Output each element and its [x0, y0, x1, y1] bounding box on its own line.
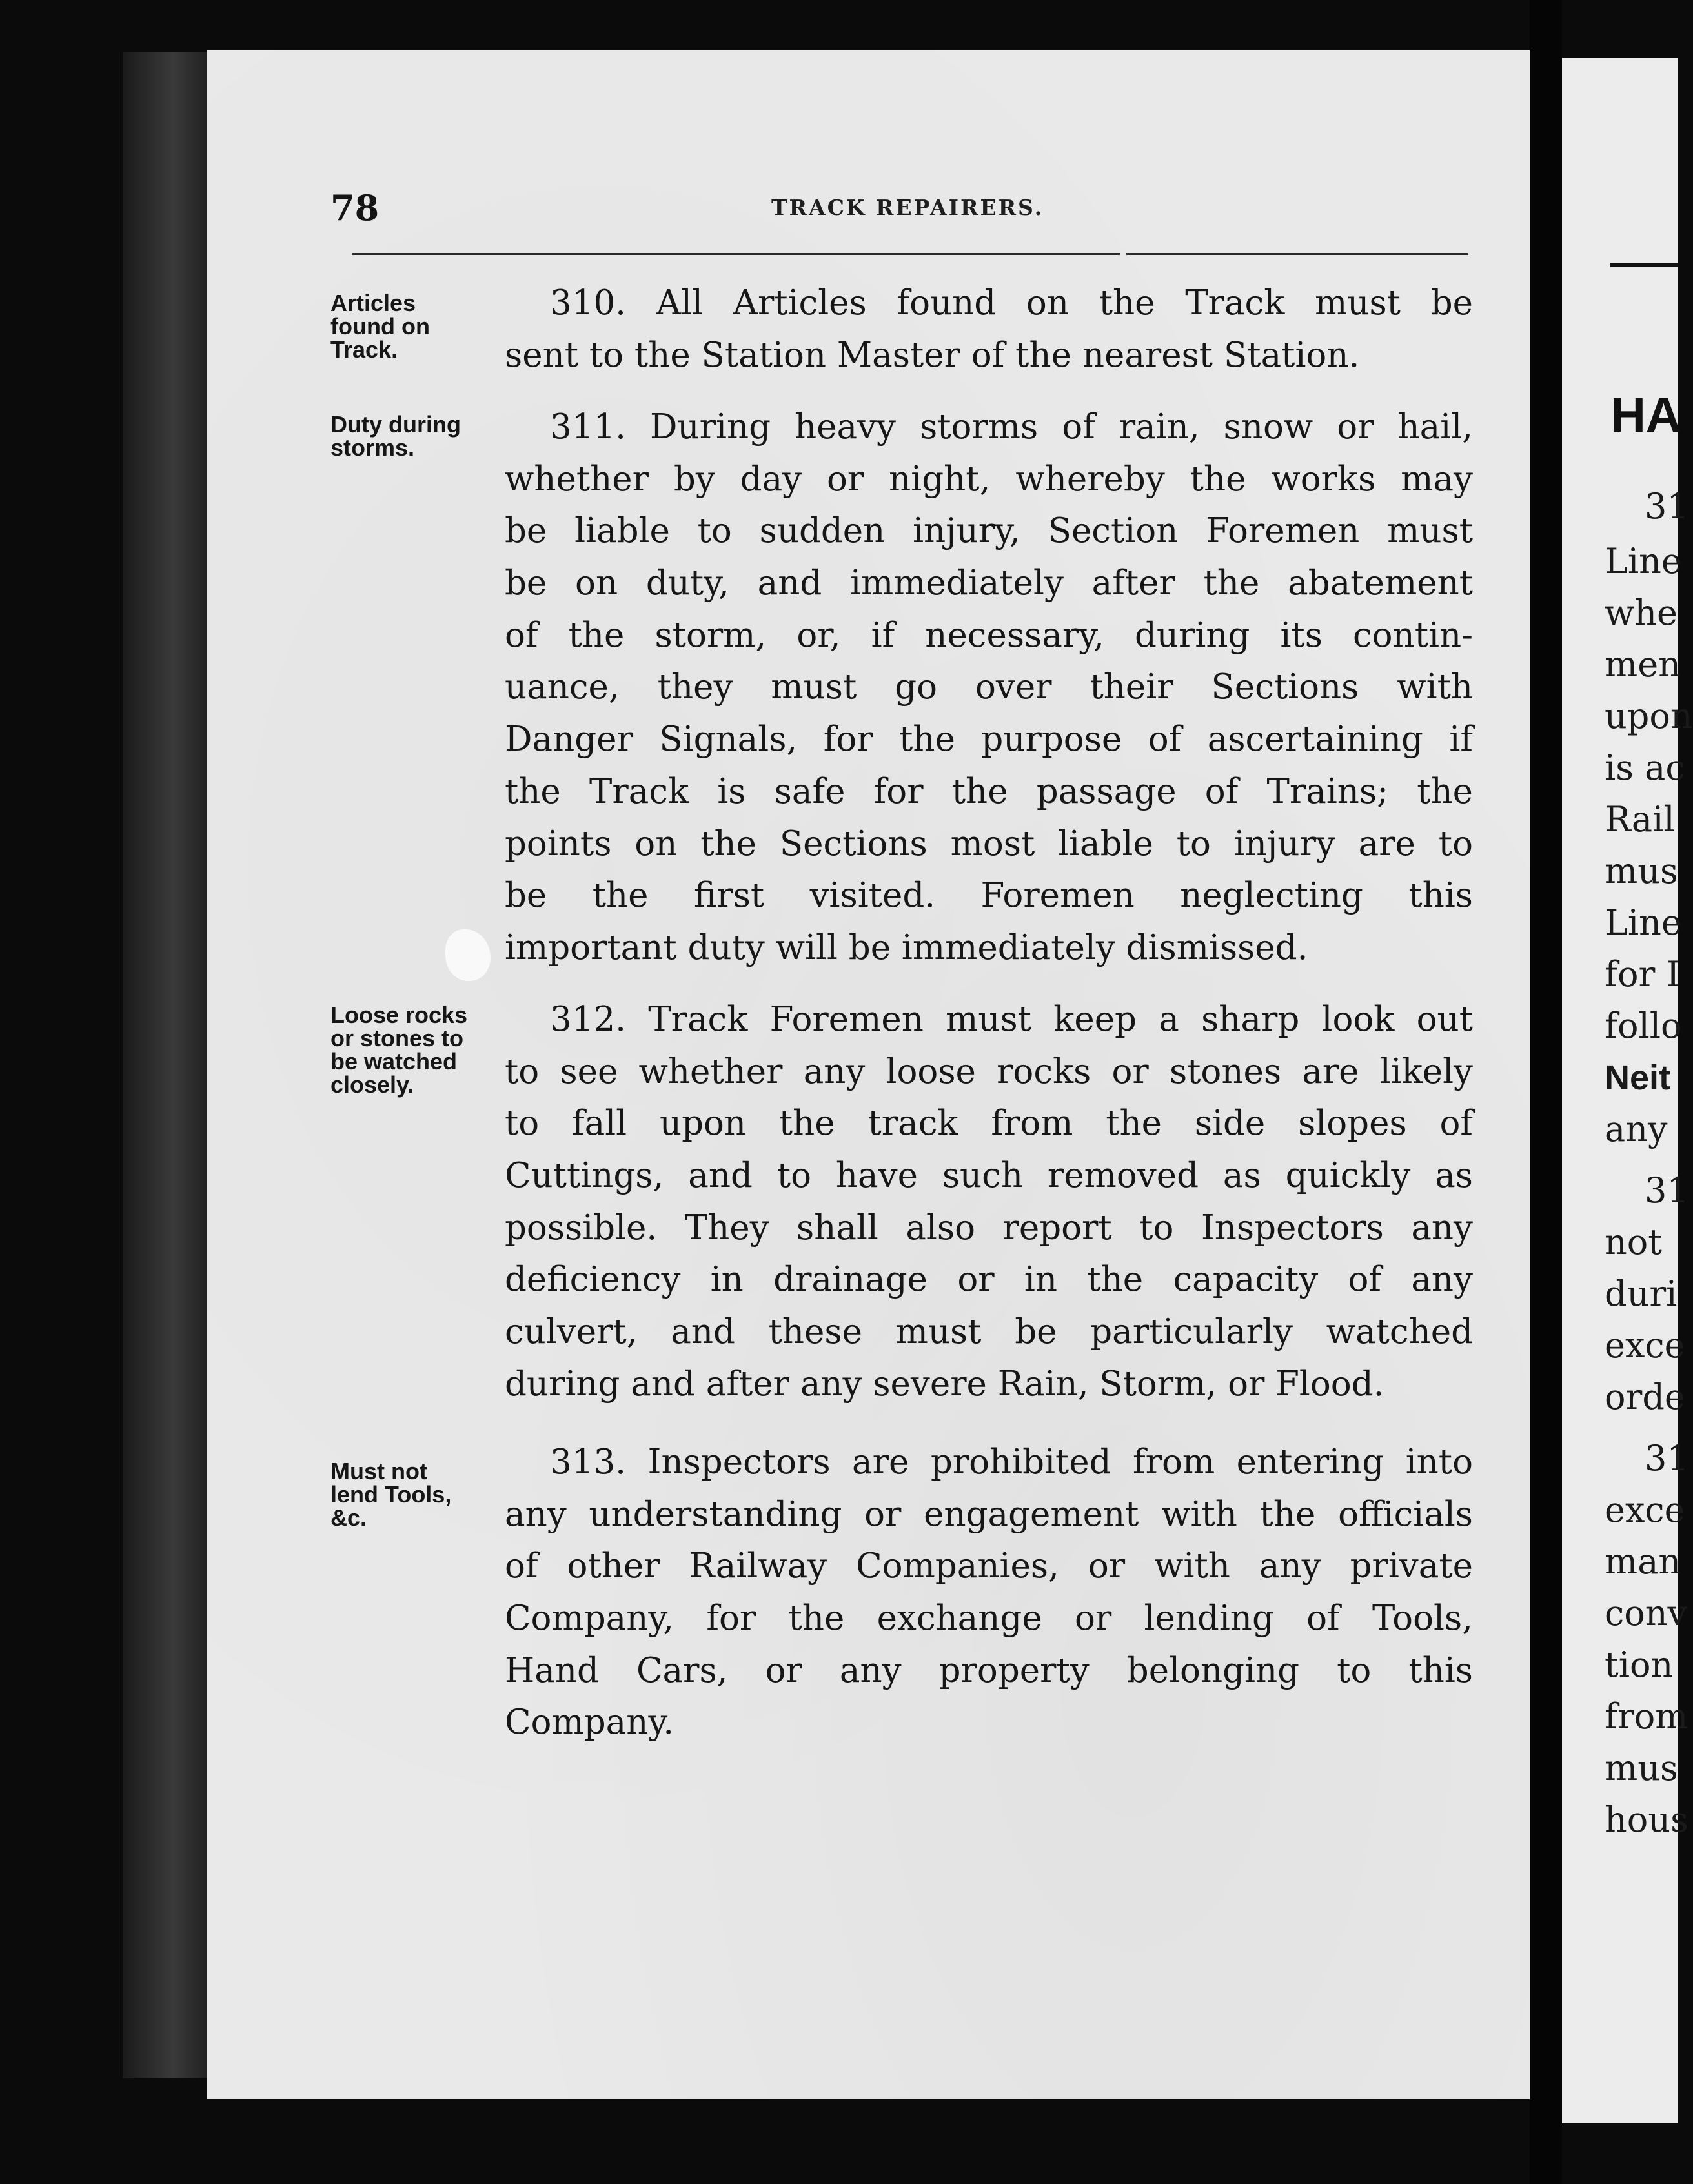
- facing-page-line: Line: [1605, 541, 1682, 581]
- header-rule-right: [1126, 253, 1468, 255]
- facing-page-line: men: [1605, 644, 1681, 685]
- facing-page-line: conv: [1605, 1593, 1688, 1633]
- paragraph-line: points on the Sections most liable to injury are to: [505, 824, 1473, 864]
- paragraph-311: [505, 401, 1473, 975]
- facing-page: [1562, 58, 1693, 2123]
- paragraph-line: be the first visited. Foremen neglecting this: [505, 876, 1473, 916]
- book-binding-shadow: [123, 52, 207, 2078]
- facing-page-line: orde: [1605, 1377, 1685, 1417]
- section-number: 313.: [550, 1442, 627, 1482]
- sidenote-line: Articles: [330, 290, 416, 316]
- section-number: 312.: [550, 1000, 627, 1039]
- sidenote-line: Must not: [330, 1458, 427, 1484]
- sidenote-line: &c.: [330, 1504, 367, 1531]
- sidenote-must-not-lend-tools: [330, 1460, 505, 1530]
- sidenote-line: lend Tools,: [330, 1481, 452, 1508]
- facing-page-line: follo: [1605, 1006, 1682, 1046]
- facing-page-line: whe: [1605, 592, 1678, 633]
- paragraph-line: uance, they must go over their Sections with: [505, 667, 1473, 707]
- paragraph-line: to see whether any loose rocks or stones are likely: [505, 1051, 1473, 1091]
- paragraph-line: Danger Signals, for the purpose of ascertaining if: [505, 720, 1473, 760]
- facing-page-line: exce: [1605, 1325, 1685, 1366]
- facing-page-line: mus: [1605, 851, 1678, 891]
- facing-page-line: from: [1605, 1696, 1688, 1737]
- section-number: 311.: [550, 407, 627, 447]
- paragraph-line: any understanding or engagement with the officials: [505, 1494, 1473, 1534]
- paragraph-line: of the storm, or, if necessary, during its contin-: [505, 615, 1473, 655]
- sidenote-line: storms.: [330, 434, 415, 461]
- paragraph-line: During heavy storms of rain, snow or hail,: [650, 407, 1473, 447]
- running-title: TRACK REPAIRERS.: [771, 195, 1044, 220]
- facing-page-line: man: [1605, 1541, 1681, 1582]
- paragraph-312: [505, 994, 1473, 1411]
- facing-page-line: for I: [1605, 954, 1680, 995]
- paragraph-line: possible. They shall also report to Inspectors any: [505, 1208, 1473, 1248]
- paragraph-line: Track Foremen must keep a sharp look out: [648, 1000, 1473, 1039]
- sidenote-line: Duty during: [330, 411, 461, 438]
- facing-page-line: 31: [1645, 486, 1689, 527]
- sidenote-loose-rocks: [330, 1004, 505, 1097]
- paragraph-line: All Articles found on the Track must be: [656, 283, 1473, 323]
- paragraph-line: Company.: [505, 1703, 674, 1743]
- paragraph-line: Hand Cars, or any property belonging to this: [505, 1650, 1473, 1690]
- paragraph-line: whether by day or night, whereby the works may: [505, 459, 1473, 499]
- sidenote-articles-found: [330, 292, 505, 361]
- header-rule-left: [352, 253, 1120, 255]
- paragraph-line: Cuttings, and to have such removed as quickly as: [505, 1156, 1473, 1196]
- paragraph-line: sent to the Station Master of the nearest Station.: [505, 335, 1360, 375]
- facing-page-line: upon: [1605, 696, 1693, 736]
- sidenote-line: closely.: [330, 1071, 414, 1098]
- paragraph-line: be liable to sudden injury, Section Foremen must: [505, 511, 1473, 551]
- paragraph-line: Company, for the exchange or lending of Tools,: [505, 1599, 1473, 1639]
- facing-page-line: exce: [1605, 1490, 1685, 1530]
- facing-page-line: duri: [1605, 1273, 1678, 1314]
- sidenote-duty-during-storms: [330, 413, 505, 460]
- paragraph-line: deficiency in drainage or in the capacity of any: [505, 1260, 1473, 1300]
- sidenote-line: Loose rocks: [330, 1002, 468, 1028]
- sidenote-line: or stones to: [330, 1025, 464, 1051]
- page-number: 78: [330, 187, 380, 228]
- paragraph-line: to fall upon the track from the side slopes of: [505, 1104, 1473, 1144]
- facing-page-line: 31: [1645, 1170, 1689, 1211]
- facing-page-line: Neit: [1605, 1058, 1671, 1097]
- facing-page-line: Rail: [1605, 799, 1675, 840]
- facing-page-line: not: [1605, 1222, 1662, 1262]
- paragraph-line: be on duty, and immediately after the abatement: [505, 563, 1473, 603]
- facing-page-line: mus: [1605, 1748, 1678, 1788]
- facing-page-line: Line: [1605, 902, 1682, 943]
- facing-page-rule: [1610, 263, 1678, 267]
- sidenote-line: found on: [330, 313, 430, 339]
- paragraph-313: [505, 1437, 1473, 1749]
- paragraph-line: the Track is safe for the passage of Trains; the: [505, 771, 1473, 811]
- section-number: 310.: [550, 283, 627, 323]
- paragraph-line: of other Railway Companies, or with any private: [505, 1546, 1473, 1586]
- paragraph-line: culvert, and these must be particularly watched: [505, 1312, 1473, 1352]
- facing-page-line: 31: [1645, 1438, 1689, 1479]
- sidenote-line: Track.: [330, 336, 398, 363]
- facing-page-line: is ac: [1605, 747, 1685, 788]
- facing-page-line: hous: [1605, 1799, 1688, 1840]
- facing-page-line: any: [1605, 1109, 1668, 1149]
- paragraph-line: important duty will be immediately dismissed.: [505, 927, 1308, 967]
- paragraph-line: during and after any severe Rain, Storm, or Flood.: [505, 1364, 1384, 1404]
- page-gutter: [1530, 0, 1562, 2184]
- sidenote-line: be watched: [330, 1048, 458, 1075]
- paragraph-line: Inspectors are prohibited from entering into: [647, 1442, 1473, 1482]
- paragraph-310: [505, 278, 1473, 381]
- facing-page-heading: HA: [1610, 388, 1681, 443]
- facing-page-line: tion: [1605, 1644, 1674, 1685]
